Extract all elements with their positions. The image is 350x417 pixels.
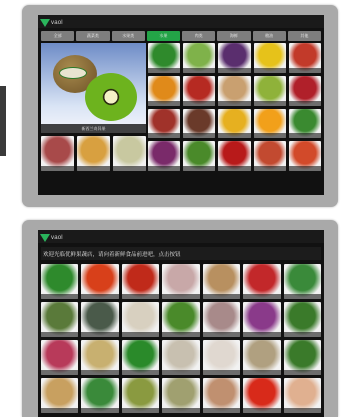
- top-bar: [38, 15, 324, 28]
- product-tile-caption-bar: [162, 408, 199, 413]
- product-tile-caption-bar: [183, 68, 215, 73]
- product-tile[interactable]: [289, 43, 321, 73]
- product-grid-top: [148, 43, 321, 171]
- category-tab[interactable]: 水果: [147, 31, 180, 41]
- category-tab[interactable]: 蔬菜类: [76, 31, 109, 41]
- product-tile-caption-bar: [284, 332, 321, 337]
- screen-top: [38, 15, 324, 195]
- product-tile[interactable]: [77, 136, 110, 171]
- product-tile-caption-bar: [122, 370, 159, 375]
- product-tile[interactable]: [183, 76, 215, 106]
- product-tile[interactable]: [183, 141, 215, 171]
- brand-logo: [40, 17, 63, 28]
- product-tile-caption-bar: [41, 294, 78, 299]
- product-tile-caption-bar: [81, 370, 118, 375]
- featured-product[interactable]: [41, 43, 146, 133]
- product-tile[interactable]: [218, 43, 250, 73]
- product-tile[interactable]: [122, 302, 159, 337]
- product-tile-caption-bar: [122, 332, 159, 337]
- kiwi-sticker: [59, 67, 87, 79]
- product-tile-caption-bar: [254, 68, 286, 73]
- product-tile-caption-bar: [284, 370, 321, 375]
- product-tile[interactable]: [41, 136, 74, 171]
- product-tile-caption-bar: [148, 133, 180, 138]
- product-tile-caption-bar: [218, 68, 250, 73]
- product-tile[interactable]: [254, 141, 286, 171]
- category-tab[interactable]: 全部: [41, 31, 74, 41]
- logo-text: vaol: [51, 19, 63, 26]
- product-tile[interactable]: [254, 43, 286, 73]
- category-tabs: [41, 31, 321, 41]
- product-tile-caption-bar: [183, 101, 215, 106]
- product-tile-caption-bar: [148, 166, 180, 171]
- product-tile-caption-bar: [148, 101, 180, 106]
- product-tile-caption-bar: [254, 166, 286, 171]
- product-tile[interactable]: [41, 302, 78, 337]
- product-tile[interactable]: [162, 264, 199, 299]
- page-edge-strip: [0, 86, 6, 156]
- product-tile[interactable]: [183, 43, 215, 73]
- product-tile[interactable]: [243, 378, 280, 413]
- product-tile[interactable]: [254, 76, 286, 106]
- product-tile-caption-bar: [254, 101, 286, 106]
- product-tile-caption-bar: [203, 294, 240, 299]
- product-tile-caption-bar: [81, 408, 118, 413]
- product-tile[interactable]: [122, 340, 159, 375]
- product-tile-caption-bar: [218, 166, 250, 171]
- product-tile[interactable]: [218, 109, 250, 139]
- product-tile[interactable]: [122, 378, 159, 413]
- product-tile[interactable]: [122, 264, 159, 299]
- product-tile-caption-bar: [218, 133, 250, 138]
- product-tile[interactable]: [41, 264, 78, 299]
- product-tile-caption-bar: [148, 68, 180, 73]
- product-tile[interactable]: [218, 141, 250, 171]
- category-tab[interactable]: 其他: [288, 31, 321, 41]
- product-tile[interactable]: [148, 109, 180, 139]
- product-tile[interactable]: [284, 264, 321, 299]
- product-tile-caption-bar: [203, 370, 240, 375]
- product-tile[interactable]: [41, 340, 78, 375]
- logo-text: vaol: [51, 234, 63, 241]
- featured-caption: 新西兰奇异果: [41, 124, 146, 133]
- product-tile-caption-bar: [77, 166, 110, 171]
- product-tile[interactable]: [148, 43, 180, 73]
- logo-v-icon: [40, 234, 50, 242]
- product-tile[interactable]: [203, 340, 240, 375]
- product-tile-caption-bar: [243, 294, 280, 299]
- product-tile[interactable]: [148, 141, 180, 171]
- product-tile-caption-bar: [81, 332, 118, 337]
- product-tile[interactable]: [243, 264, 280, 299]
- product-tile-caption-bar: [203, 332, 240, 337]
- logo-v-icon: [40, 19, 50, 27]
- tablet-device-top: [22, 5, 338, 207]
- product-tile[interactable]: [289, 76, 321, 106]
- product-tile-caption-bar: [289, 68, 321, 73]
- product-tile-caption-bar: [41, 166, 74, 171]
- product-tile-caption-bar: [41, 408, 78, 413]
- product-tile[interactable]: [183, 109, 215, 139]
- product-tile-caption-bar: [243, 332, 280, 337]
- product-tile[interactable]: [81, 264, 118, 299]
- vegetable-grid: [41, 264, 321, 413]
- product-tile-caption-bar: [289, 101, 321, 106]
- product-tile[interactable]: [289, 141, 321, 171]
- product-tile-caption-bar: [162, 370, 199, 375]
- product-tile-caption-bar: [289, 133, 321, 138]
- category-tab[interactable]: 肉类: [182, 31, 215, 41]
- welcome-banner: 欢迎光临优鲜果蔬店，请向着新鲜食品前进吧，点击按钮: [41, 247, 321, 260]
- product-tile-caption-bar: [284, 408, 321, 413]
- product-tile-caption-bar: [122, 294, 159, 299]
- product-tile-caption-bar: [284, 294, 321, 299]
- product-tile-caption-bar: [183, 166, 215, 171]
- product-tile[interactable]: [218, 76, 250, 106]
- category-tab[interactable]: 粮油: [253, 31, 286, 41]
- product-tile-caption-bar: [183, 133, 215, 138]
- product-tile[interactable]: [203, 378, 240, 413]
- product-tile[interactable]: [254, 109, 286, 139]
- product-tile[interactable]: [148, 76, 180, 106]
- product-tile[interactable]: [81, 302, 118, 337]
- product-tile[interactable]: [41, 378, 78, 413]
- product-tile[interactable]: [203, 264, 240, 299]
- product-tile[interactable]: [289, 109, 321, 139]
- product-grid-bottom-left: [41, 136, 146, 171]
- product-tile-caption-bar: [218, 101, 250, 106]
- product-tile[interactable]: [284, 378, 321, 413]
- brand-logo: [40, 232, 63, 243]
- product-tile[interactable]: [81, 340, 118, 375]
- product-tile[interactable]: [162, 340, 199, 375]
- product-tile[interactable]: [243, 302, 280, 337]
- product-tile[interactable]: [284, 340, 321, 375]
- product-tile-caption-bar: [254, 133, 286, 138]
- product-tile-caption-bar: [162, 294, 199, 299]
- product-tile-caption-bar: [243, 370, 280, 375]
- product-tile[interactable]: [284, 302, 321, 337]
- product-tile-caption-bar: [41, 370, 78, 375]
- product-tile-caption-bar: [122, 408, 159, 413]
- product-tile-caption-bar: [41, 332, 78, 337]
- product-tile[interactable]: [162, 302, 199, 337]
- product-tile[interactable]: [243, 340, 280, 375]
- category-tab[interactable]: 水果类: [112, 31, 145, 41]
- product-tile-caption-bar: [81, 294, 118, 299]
- screen-bottom: [38, 230, 324, 417]
- top-bar: [38, 230, 324, 243]
- product-tile[interactable]: [203, 302, 240, 337]
- tablet-device-bottom: [22, 220, 338, 417]
- product-tile-caption-bar: [243, 408, 280, 413]
- product-tile-caption-bar: [113, 166, 146, 171]
- product-tile[interactable]: [81, 378, 118, 413]
- product-tile-caption-bar: [162, 332, 199, 337]
- product-tile-caption-bar: [289, 166, 321, 171]
- category-tab[interactable]: 海鲜: [217, 31, 250, 41]
- product-tile[interactable]: [162, 378, 199, 413]
- product-tile-caption-bar: [203, 408, 240, 413]
- product-tile[interactable]: [113, 136, 146, 171]
- kiwi-half-image: [85, 73, 137, 121]
